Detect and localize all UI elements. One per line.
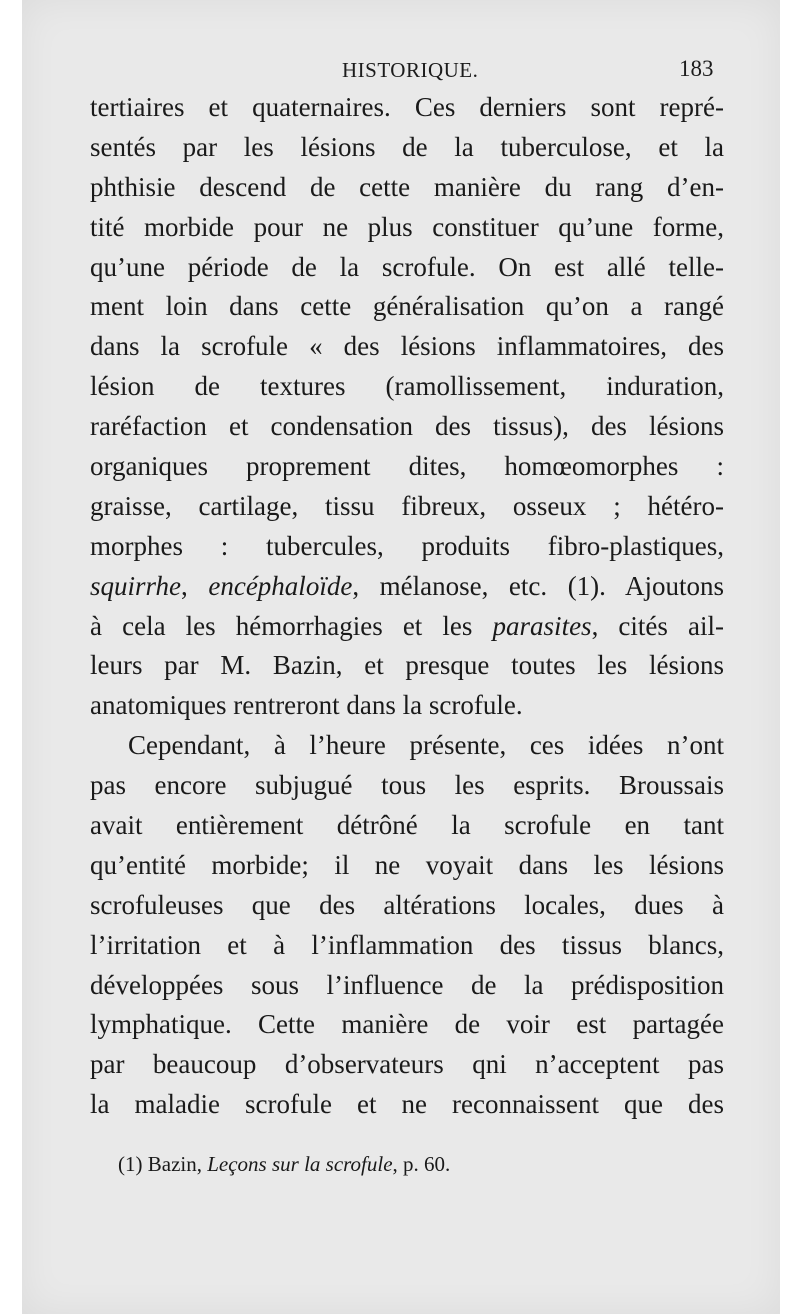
running-title: HISTORIQUE. [342, 58, 479, 82]
text-run: à cela les hémorrhagies et les [90, 610, 493, 641]
text-line: phthisie descend de cette manière du rang d’en- [90, 171, 724, 202]
text-line: anatomiques rentreront dans la scrofule. [90, 690, 523, 721]
text-line: développées sous l’influence de la prédisposition [90, 969, 724, 1000]
italic-term: encéphaloïde [208, 570, 353, 601]
text-line: l’irritation et à l’inflammation des tissus blancs, [90, 929, 724, 960]
text-line [90, 567, 724, 607]
text-line: lésion de textures (ramollissement, induration, [90, 371, 724, 402]
text-line: sentés par les lésions de la tuberculose, et la [90, 131, 724, 162]
text-run: , mélanose, etc. (1). Ajoutons [352, 570, 725, 601]
text-line: pas encore subjugué tous les esprits. Broussais [90, 770, 724, 801]
italic-term: parasites [492, 610, 592, 641]
text-line: lymphatique. Cette manière de voir est partagée [90, 1009, 724, 1040]
text-line: morphes : tubercules, produits fibro-plastiques, [90, 530, 724, 561]
text-line: avait entièrement détrôné la scrofule en tant [90, 810, 724, 841]
text-line: Cependant, à l’heure présente, ces idées n’ont [128, 730, 724, 761]
text-line: graisse, cartilage, tissu fibreux, osseux ; hétéro- [90, 490, 724, 521]
body-text [90, 88, 724, 1125]
text-line: ment loin dans cette généralisation qu’on a rangé [90, 291, 724, 322]
text-line: tité morbide pour ne plus constituer qu’une forme, [90, 211, 724, 242]
footnote-text: , p. 60. [392, 1152, 451, 1176]
text-line: par beaucoup d’observateurs qni n’acceptent pas [90, 1049, 724, 1080]
footnote-text: (1) Bazin, [118, 1152, 208, 1176]
italic-term: squirrhe [90, 570, 182, 601]
text-line: raréfaction et condensation des tissus), des lésions [90, 411, 724, 442]
text-line: dans la scrofule « des lésions inflammatoires, des [90, 331, 724, 362]
running-header [0, 48, 800, 88]
text-line: qu’une période de la scrofule. On est allé telle- [90, 251, 724, 282]
text-run: , cités ail- [591, 610, 724, 641]
text-line: tertiaires et quaternaires. Ces derniers sont repré- [90, 92, 724, 122]
text-line: qu’entité morbide; il ne voyait dans les lésions [90, 849, 724, 880]
text-line [90, 607, 724, 647]
text-run: , [181, 570, 209, 601]
text-line: scrofuleuses que des altérations locales, dues à [90, 889, 724, 920]
text-line: leurs par M. Bazin, et presque toutes les lésions [90, 650, 724, 681]
page-number: 183 [679, 56, 714, 81]
text-line: organiques proprement dites, homœomorphes : [90, 451, 724, 482]
footnote-title: Leçons sur la scrofule [207, 1152, 393, 1176]
footnote [118, 1152, 450, 1177]
text-line: la maladie scrofule et ne reconnaissent que des [90, 1089, 724, 1120]
